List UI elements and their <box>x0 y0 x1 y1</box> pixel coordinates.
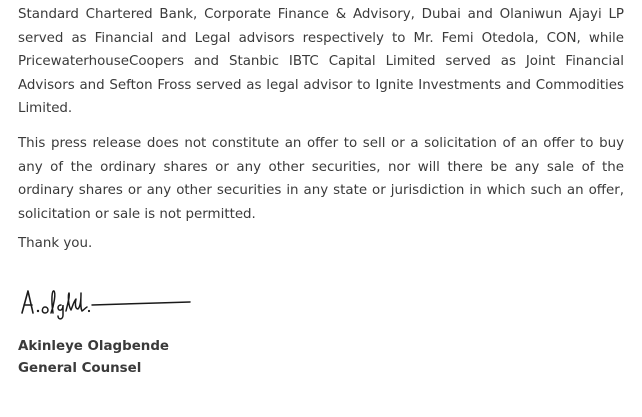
closing-text: Thank you. <box>18 236 93 251</box>
handwritten-signature <box>18 283 193 323</box>
signatory-title: General Counsel <box>18 361 142 376</box>
paragraph-advisors: Standard Chartered Bank, Corporate Finance & Advisory, Dubai and Olaniwun Ajayi LP served as Financial and Legal advisors respectively to Mr. Femi Otedola, CON, while PricewaterhouseCoopers and Stanbic IBTC Capital Limited served as Joint Financial Advisors and Sefton Fross served as legal advisor to Ignite Investments and Commodities Limited. <box>18 7 624 117</box>
paragraph-disclaimer: This press release does not constitute an offer to sell or a solicitation of an offer to buy any of the ordinary shares or any other securities, nor will there be any sale of the ordinary shares or any other securities in any state or jurisdiction in which such an offer, solicitation or sale is not permitted. <box>18 136 624 222</box>
signatory-name: Akinleye Olagbende <box>18 339 169 354</box>
